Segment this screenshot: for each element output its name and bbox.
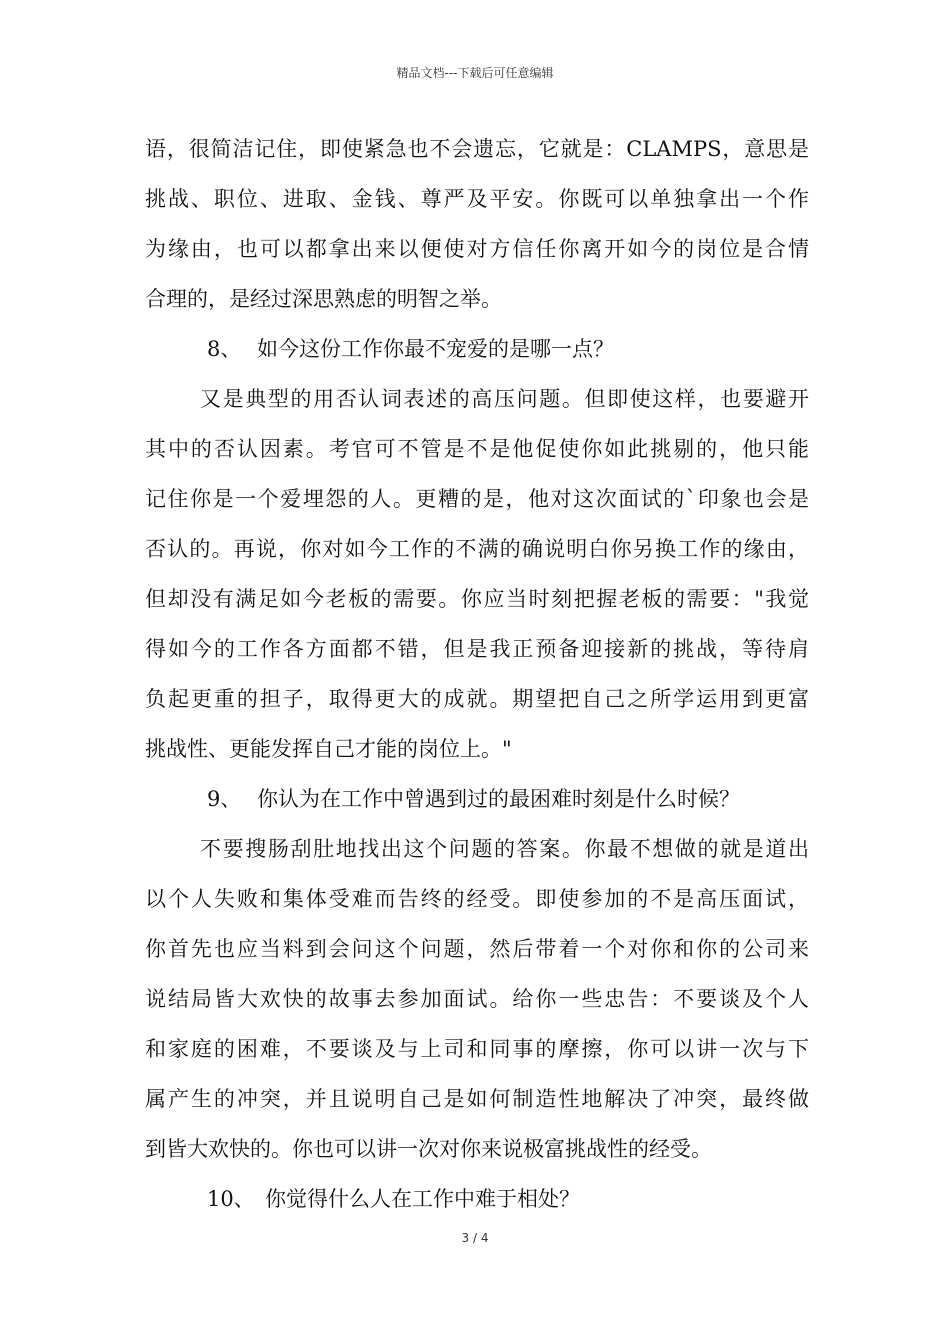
paragraph-line: 你首先也应当料到会问这个问题，然后带着一个对你和你的公司来: [145, 937, 809, 961]
paragraph-line: 负起更重的担子，取得更大的成就。期望把自己之所学运用到更富: [145, 687, 809, 711]
question-8: [145, 328, 809, 378]
question-text: 你觉得什么人在工作中难于相处？: [265, 1187, 580, 1211]
page-header: 精品文档---下载后可任意编辑: [396, 66, 554, 80]
text-line: 挑战、职位、进取、金钱、尊严及平安。你既可以单独拿出一个作: [145, 187, 809, 211]
paragraph-line: 记住你是一个爱埋怨的人。更糟的是，他对这次面试的`印象也会是: [145, 487, 809, 511]
paragraph-line: 否认的。再说，你对如今工作的不满的确说明白你另换工作的缘由，: [145, 537, 809, 561]
question-text: 如今这份工作你最不宠爱的是哪一点？: [257, 337, 614, 361]
document-body: [145, 128, 809, 1228]
paragraph-line: 到皆大欢快的。你也可以讲一次对你来说极富挑战性的经受。: [145, 1137, 712, 1161]
paragraph-line: 以个人失败和集体受难而告终的经受。即使参加的不是高压面试，: [145, 887, 809, 911]
paragraph-line: 得如今的工作各方面都不错，但是我正预备迎接新的挑战，等待肩: [145, 637, 809, 661]
question-10: [145, 1178, 809, 1228]
paragraph-line: 属产生的冲突，并且说明自己是如何制造性地解决了冲突，最终做: [145, 1087, 809, 1111]
paragraph-line: 不要搜肠刮肚地找出这个问题的答案。你最不想做的就是道出: [200, 837, 809, 861]
paragraph-line: 说结局皆大欢快的故事去参加面试。给你一些忠告：不要谈及个人: [145, 987, 809, 1011]
page-number: 3 / 4: [461, 1231, 489, 1245]
paragraph-line: 但却没有满足如今老板的需要。你应当时刻把握老板的需要："我觉: [145, 587, 809, 611]
question-9: [145, 778, 809, 828]
text-line: 语，很简洁记住，即使紧急也不会遗忘，它就是：CLAMPS，意思是: [145, 137, 809, 161]
text-line: 为缘由，也可以都拿出来以便使对方信任你离开如今的岗位是合情: [145, 237, 809, 261]
paragraph-line: 又是典型的用否认词表述的高压问题。但即使这样，也要避开: [200, 387, 809, 411]
paragraph-line: 其中的否认因素。考官可不管是不是他促使你如此挑剔的，他只能: [145, 437, 809, 461]
paragraph-line: 和家庭的困难，不要谈及与上司和同事的摩擦，你可以讲一次与下: [145, 1037, 809, 1061]
question-number: 8、: [207, 337, 242, 361]
paragraph-line: 挑战性、更能发挥自己才能的岗位上。": [145, 737, 512, 761]
question-number: 10、: [207, 1187, 255, 1211]
question-text: 你认为在工作中曾遇到过的最困难时刻是什么时候？: [257, 787, 740, 811]
question-number: 9、: [207, 787, 242, 811]
text-line: 合理的，是经过深思熟虑的明智之举。: [145, 287, 502, 311]
